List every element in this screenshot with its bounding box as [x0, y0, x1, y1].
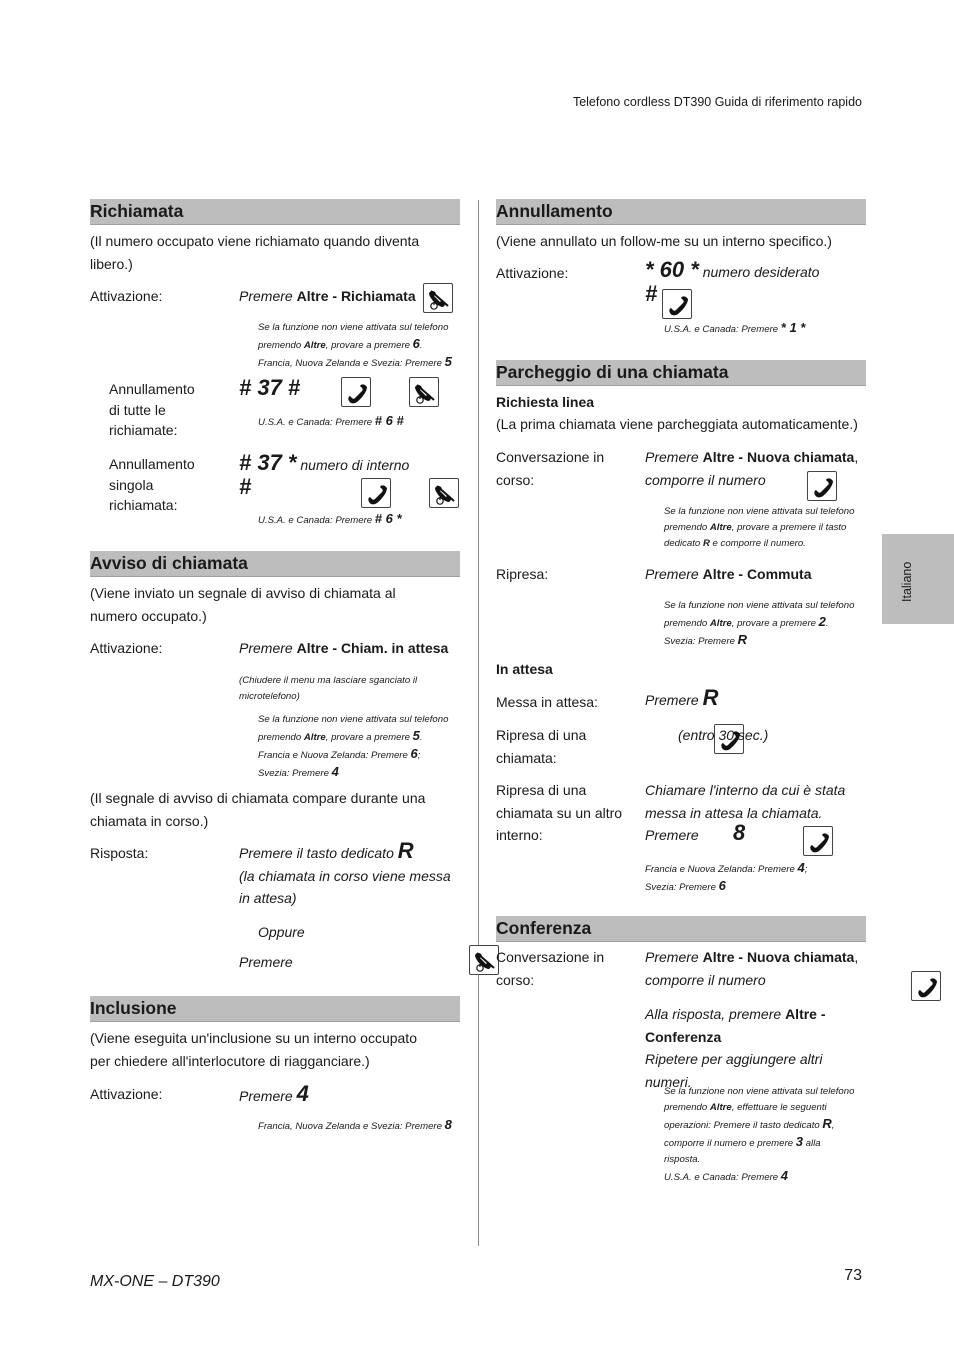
inclusione-desc-line1: (Viene eseguita un'inclusione su un interno occupato — [90, 1030, 417, 1046]
label-line: corso: — [496, 971, 535, 988]
inclusione-activation-label: Attivazione: — [90, 1086, 163, 1102]
instr-line: in attesa) — [239, 890, 297, 906]
parcheggio-note1 — [664, 504, 854, 552]
richiamata-desc-line1: (Il numero occupato viene richiamato quando diventa — [90, 233, 420, 249]
dash-text: - — [734, 566, 747, 582]
note-line — [258, 764, 448, 782]
premere-text: Premere — [239, 640, 293, 656]
note-key: 6 — [412, 336, 420, 351]
hash-key: # — [239, 474, 252, 499]
label-line: interno: — [496, 827, 543, 843]
note-text: Francia, Nuova Zelanda e Svezia: Premere — [258, 1121, 445, 1132]
label-line: chiamata su un altro — [496, 804, 623, 821]
note-text: premendo — [258, 340, 304, 351]
parcheggio-ripresa-instr — [645, 563, 812, 586]
note-text: U.S.A. e Canada: Premere — [258, 417, 375, 428]
handset-key-icon — [911, 971, 941, 1001]
conferenza-conv-instr — [645, 946, 858, 991]
avviso-note1 — [239, 673, 417, 705]
note-text: , provare a premere — [325, 732, 413, 743]
note-key: 4 — [797, 860, 805, 875]
instr-line — [645, 946, 858, 969]
parcheggio-subheading-attesa: In attesa — [496, 661, 553, 677]
section-inclusione-heading — [90, 996, 460, 1022]
section-parcheggio-heading — [496, 360, 866, 386]
premere-text: Premere — [239, 288, 293, 304]
conferenza-alla-instr — [645, 1003, 866, 1093]
cancel-all-label — [109, 379, 195, 441]
page-number: 73 — [844, 1267, 862, 1284]
dash-text: - — [734, 449, 747, 465]
premere-text: Premere — [645, 949, 699, 965]
parcheggio-subheading-richiesta: Richiesta linea — [496, 394, 595, 410]
note-text: alla — [802, 1138, 821, 1149]
note-text: premendo — [258, 732, 304, 743]
comma: , — [854, 949, 859, 965]
note-line: Se la funzione non viene attivata sul telefono — [258, 322, 449, 333]
section-title: Avviso di chiamata — [90, 553, 248, 573]
note-text: Francia, Nuova Zelanda e Svezia: Premere — [258, 358, 445, 369]
note-line — [664, 520, 854, 536]
handset-key-icon — [803, 826, 833, 856]
avviso-desc-line1: (Viene inviato un segnale di avviso di chiamata al — [90, 585, 396, 601]
note-line: Francia e Nuova Zelanda: Premere 4; — [645, 860, 808, 875]
note-text: comporre il numero e premere — [664, 1138, 796, 1149]
note-text: e comporre il numero. — [709, 538, 806, 549]
messa-attesa-instr — [645, 687, 718, 712]
richiamata-desc-line2: libero.) — [90, 256, 133, 272]
avviso-desc-line3: (Il segnale di avviso di chiamata compare durante una — [90, 790, 426, 806]
handset-key-icon — [361, 478, 391, 508]
premere-text: Premere — [239, 954, 293, 970]
instr-line — [645, 1003, 866, 1026]
right-column — [496, 199, 866, 1199]
note-line: premendo Altre, provare a premere 6. — [258, 336, 423, 351]
altre-text: Altre - — [785, 1006, 826, 1022]
language-side-tab — [882, 534, 954, 624]
note-line — [645, 878, 807, 896]
note-line: Se la funzione non viene attivata sul telefono — [664, 1086, 855, 1097]
note-key: 4 — [780, 1168, 789, 1183]
note-text: operazioni: Premere il tasto dedicato — [664, 1120, 823, 1131]
code-text: * 60 * — [645, 257, 699, 282]
note-text: , provare a premere — [731, 618, 819, 629]
note-key: * 1 * — [780, 320, 806, 335]
annullamento-activation-label: Attivazione: — [496, 265, 569, 281]
page-header: Telefono cordless DT390 Guida di riferimento rapido — [572, 95, 862, 109]
entro-text: (entro 30 sec.) — [678, 727, 769, 743]
annullamento-note — [664, 320, 805, 338]
func-text: Nuova chiamata — [746, 449, 855, 465]
side-tab-label: Italiano — [900, 561, 914, 602]
note-key: 3 — [795, 1134, 803, 1149]
avviso-desc-line2: numero occupato.) — [90, 608, 207, 624]
note-line: premendo Altre, provare a premere 2. — [664, 614, 829, 629]
inclusione-activation-instr — [239, 1083, 309, 1108]
note-altre: Altre — [709, 618, 732, 629]
avviso-risposta-instr — [239, 838, 451, 910]
code-desc: numero desiderato — [702, 264, 820, 280]
cancel-one-code — [239, 450, 409, 476]
dash-text: - — [734, 949, 747, 965]
left-column — [90, 199, 460, 1199]
parcheggio-ripresa-label: Ripresa: — [496, 566, 549, 582]
instr-line — [239, 838, 451, 865]
note-key: 5 — [444, 354, 452, 369]
richiamata-note — [258, 320, 452, 372]
cancel-one-label — [109, 454, 195, 516]
func-text: Commuta — [746, 566, 812, 582]
note-line: risposta. — [664, 1154, 701, 1165]
handset-key-icon — [662, 289, 692, 319]
r-key: R — [702, 685, 719, 710]
note-key: R — [822, 1116, 832, 1131]
ripresa-chiamata-label — [496, 724, 586, 769]
label-line: Conversazione in — [496, 949, 605, 965]
annullamento-desc: (Viene annullato un follow-me su un interno specifico.) — [496, 233, 832, 249]
label-line: di tutte le — [109, 401, 166, 418]
end-call-key-icon — [409, 377, 439, 407]
note-text: dedicato — [664, 538, 703, 549]
section-title: Inclusione — [90, 998, 177, 1018]
note-text: premendo — [664, 522, 710, 533]
instr-line: (la chiamata in corso viene messa — [239, 867, 451, 884]
label-line: Ripresa di una — [496, 727, 587, 743]
end-call-key-icon — [429, 478, 459, 508]
avviso-activation-label: Attivazione: — [90, 640, 163, 656]
note-line — [664, 1168, 854, 1186]
note-key: 4 — [331, 764, 339, 779]
altre-text: Altre — [296, 288, 329, 304]
instr-line: messa in attesa la chiamata. — [645, 804, 823, 821]
note-text: Francia e Nuova Zelanda: Premere — [258, 750, 411, 761]
note-key: 5 — [412, 728, 420, 743]
code-desc: numero di interno — [300, 457, 410, 473]
note-line: (Chiudere il menu ma lasciare sganciato il — [239, 675, 418, 686]
instr-line: Ripetere per aggiungere altri numeri. — [645, 1051, 823, 1090]
label-line: Conversazione in — [496, 449, 605, 465]
note-text: U.S.A. e Canada: Premere — [664, 1172, 781, 1183]
ripresa-interno-label — [496, 779, 622, 847]
premere-text: Premere — [239, 1088, 293, 1104]
section-title: Conferenza — [496, 918, 592, 938]
conferenza-conv-label — [496, 946, 604, 991]
func-text: Richiamata — [340, 288, 416, 304]
parcheggio-desc: (La prima chiamata viene parcheggiata automaticamente.) — [496, 416, 858, 432]
note-text: premendo — [664, 618, 710, 629]
section-annullamento-heading — [496, 199, 866, 225]
note-text: premendo — [664, 1102, 710, 1113]
cancel-one-note — [258, 511, 402, 529]
comma: , — [854, 449, 859, 465]
note-text: , provare a premere il tasto — [731, 522, 847, 533]
note-key: 2 — [818, 614, 826, 629]
altre-text: Altre — [296, 640, 329, 656]
note-text: U.S.A. e Canada: Premere — [664, 324, 781, 335]
func-text: Nuova chiamata — [746, 949, 855, 965]
column-divider — [478, 200, 479, 1246]
note-text: U.S.A. e Canada: Premere — [258, 515, 375, 526]
inclusione-desc-line2: per chiedere all'interlocutore di riagganciare.) — [90, 1053, 370, 1069]
note-text: Francia e Nuova Zelanda: Premere — [645, 864, 798, 875]
cancel-all-note — [258, 413, 404, 431]
note-key: R — [702, 538, 710, 549]
section-title: Parcheggio di una chiamata — [496, 362, 729, 382]
oppure-text: Oppure — [258, 924, 305, 940]
code-text: # 37 * — [239, 450, 297, 475]
r-key: R — [397, 838, 414, 863]
label-line: chiamata: — [496, 749, 557, 766]
note-text: Svezia: Premere — [645, 882, 719, 893]
premere-text: Premere — [645, 566, 699, 582]
note-key: 6 — [718, 878, 726, 893]
avviso-activation-instr — [239, 637, 448, 660]
note-text: Svezia: Premere — [664, 636, 738, 647]
handset-key-icon — [341, 377, 371, 407]
end-call-key-icon — [423, 283, 453, 313]
note-line: microtelefono) — [239, 691, 300, 702]
note-text: , provare a premere — [325, 340, 413, 351]
note-text: Svezia: Premere — [258, 768, 332, 779]
section-avviso-heading — [90, 551, 460, 577]
richiamata-activation-label: Attivazione: — [90, 288, 163, 304]
messa-attesa-label: Messa in attesa: — [496, 694, 598, 710]
altre-text: Altre — [702, 949, 735, 965]
avviso-risposta-label: Risposta: — [90, 845, 149, 861]
handset-key-icon — [807, 471, 837, 501]
dash-text: - — [328, 640, 341, 656]
instr-text: Premere il tasto dedicato — [239, 845, 398, 861]
note-line: Se la funzione non viene attivata sul telefono — [664, 506, 855, 517]
footer-product: MX-ONE – DT390 — [90, 1273, 220, 1290]
label-line: Annullamento — [109, 381, 195, 397]
note-key: R — [737, 632, 747, 647]
avviso-desc-line4: chiamata in corso.) — [90, 813, 209, 829]
dash-text: - — [328, 288, 341, 304]
note-key: # 6 # — [374, 413, 404, 428]
note-text: , effettuare le seguenti — [731, 1102, 827, 1113]
label-line: Annullamento — [109, 456, 195, 472]
instr-text: Alla risposta, premere — [645, 1006, 786, 1022]
annullamento-code — [645, 257, 819, 283]
altre-text: Altre — [702, 449, 735, 465]
note-line: Francia e Nuova Zelanda: Premere 6; — [258, 746, 421, 761]
cancel-all-code: # 37 # — [239, 375, 301, 400]
label-line: singola — [109, 476, 154, 493]
parcheggio-note2 — [664, 598, 854, 650]
richiamata-activation-instr — [239, 285, 416, 308]
digit-key: 8 — [733, 820, 746, 845]
note-line: Se la funzione non viene attivata sul telefono — [664, 600, 855, 611]
label-line: richiamate: — [109, 422, 178, 438]
instr-line: Conferenza — [645, 1028, 722, 1045]
instr-line — [645, 446, 858, 469]
func-text: Chiam. in attesa — [340, 640, 449, 656]
inclusione-note — [258, 1117, 452, 1135]
hash-key: # — [645, 281, 658, 306]
premere-text: Premere — [645, 692, 699, 708]
end-call-key-icon — [469, 945, 499, 975]
instr-line: comporre il numero — [645, 971, 766, 988]
instr-line: Premere — [645, 827, 699, 843]
parcheggio-conv-label — [496, 446, 604, 491]
note-line — [664, 1100, 854, 1116]
conferenza-note — [664, 1084, 854, 1186]
note-line — [664, 632, 854, 650]
instr-line: comporre il numero — [645, 471, 766, 488]
note-key: # 6 * — [374, 511, 402, 526]
instr-line: Chiamare l'interno da cui è stata — [645, 782, 846, 798]
note-altre: Altre — [303, 732, 326, 743]
note-altre: Altre — [709, 522, 732, 533]
note-line — [664, 1134, 854, 1152]
parcheggio-note3 — [645, 860, 807, 896]
note-altre: Altre — [709, 1102, 732, 1113]
note-altre: Altre — [303, 340, 326, 351]
note-line: operazioni: Premere il tasto dedicato R, — [664, 1116, 835, 1131]
altre-text: Altre — [702, 566, 735, 582]
note-line — [258, 354, 452, 372]
label-line: corso: — [496, 471, 535, 488]
premere-text: Premere — [645, 449, 699, 465]
note-line: Se la funzione non viene attivata sul telefono — [258, 714, 449, 725]
section-title: Richiamata — [90, 201, 184, 221]
section-conferenza-heading — [496, 916, 866, 942]
note-line — [664, 536, 854, 552]
avviso-note2 — [258, 712, 448, 782]
label-line: richiamata: — [109, 497, 178, 513]
section-title: Annullamento — [496, 201, 613, 221]
note-line: premendo Altre, provare a premere 5. — [258, 728, 423, 743]
note-key: 8 — [444, 1117, 452, 1132]
section-richiamata-heading — [90, 199, 460, 225]
label-line: Ripresa di una — [496, 782, 587, 798]
digit-key: 4 — [296, 1081, 309, 1106]
note-key: 6 — [410, 746, 418, 761]
